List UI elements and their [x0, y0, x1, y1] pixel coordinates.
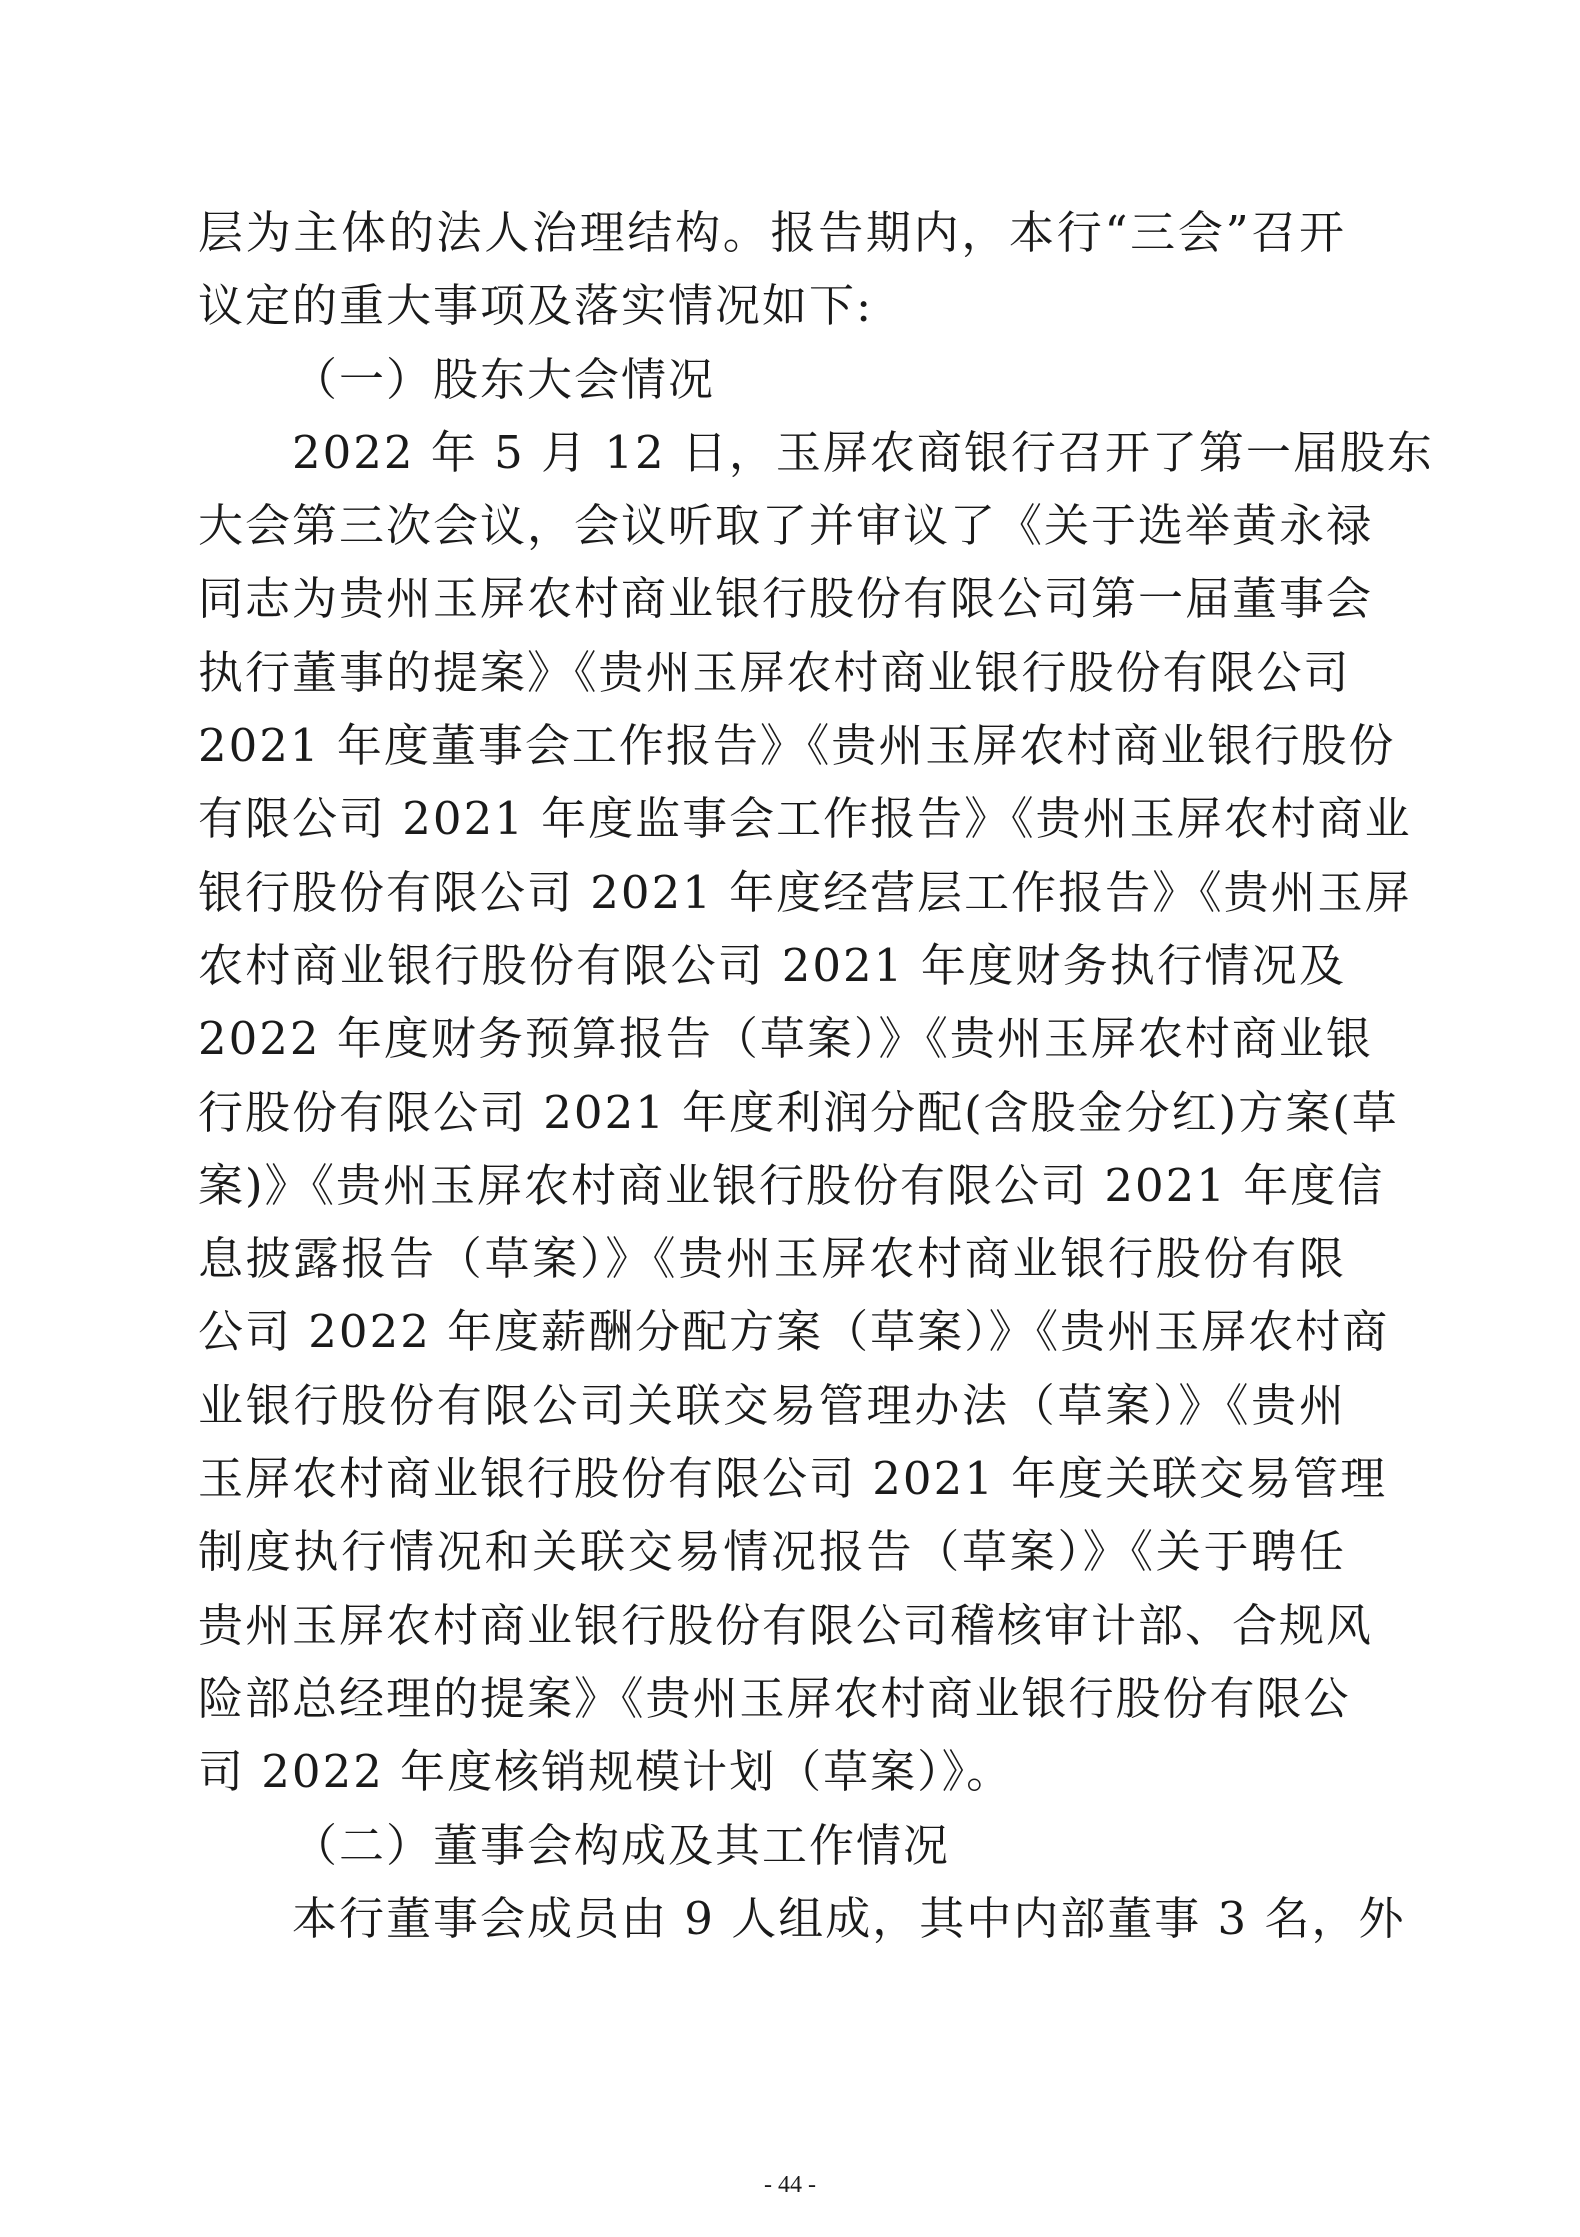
- paragraph-line: 玉屏农村商业银行股份有限公司 2021 年度关联交易管理: [198, 1452, 1388, 1506]
- paragraph-line: 层为主体的法人治理结构。报告期内，本行“三会”召开: [198, 206, 1346, 259]
- paragraph-line: 制度执行情况和关联交易情况报告（草案）》《关于聘任: [198, 1525, 1346, 1579]
- paragraph-line: 息披露报告（草案）》《贵州玉屏农村商业银行股份有限: [198, 1232, 1346, 1286]
- paragraph-line: 贵州玉屏农村商业银行股份有限公司稽核审计部、合规风: [198, 1598, 1374, 1652]
- paragraph-line: 大会第三次会议，会议听取了并审议了《关于选举黄永禄: [198, 499, 1374, 553]
- paragraph-line: 本行董事会成员由 9 人组成，其中内部董事 3 名，外: [292, 1891, 1406, 1945]
- paragraph-line: 农村商业银行股份有限公司 2021 年度财务执行情况及: [198, 938, 1346, 992]
- paragraph-line: 执行董事的提案》《贵州玉屏农村商业银行股份有限公司: [198, 645, 1351, 699]
- paragraph-line: 司 2022 年度核销规模计划（草案）》。: [198, 1745, 1014, 1799]
- body-text: [198, 196, 1434, 1955]
- paragraph-line: 案)》《贵州玉屏农村商业银行股份有限公司 2021 年度信: [198, 1158, 1385, 1212]
- section-heading-shareholders-meeting: （一）股东大会情况: [292, 352, 716, 406]
- paragraph-line: 2022 年度财务预算报告（草案）》《贵州玉屏农村商业银: [198, 1012, 1373, 1066]
- paragraph-line: 公司 2022 年度薪酬分配方案（草案）》《贵州玉屏农村商: [198, 1305, 1390, 1359]
- paragraph-line: 2021 年度董事会工作报告》《贵州玉屏农村商业银行股份: [198, 719, 1396, 773]
- paragraph-line: 有限公司 2021 年度监事会工作报告》《贵州玉屏农村商业: [198, 792, 1412, 846]
- paragraph-line: 议定的重大事项及落实情况如下:: [198, 279, 874, 333]
- paragraph-line: 险部总经理的提案》《贵州玉屏农村商业银行股份有限公: [198, 1671, 1351, 1725]
- paragraph-line: 2022 年 5 月 12 日，玉屏农商银行召开了第一届股东: [292, 425, 1434, 479]
- paragraph-line: 行股份有限公司 2021 年度利润分配(含股金分红)方案(草: [198, 1085, 1399, 1139]
- paragraph-line: 银行股份有限公司 2021 年度经营层工作报告》《贵州玉屏: [198, 865, 1412, 919]
- section-heading-board-composition: （二）董事会构成及其工作情况: [292, 1818, 951, 1872]
- paragraph-line: 同志为贵州玉屏农村商业银行股份有限公司第一届董事会: [198, 572, 1374, 626]
- paragraph-line: 业银行股份有限公司关联交易管理办法（草案）》《贵州: [198, 1378, 1346, 1432]
- page-number: - 44 -: [764, 2172, 816, 2198]
